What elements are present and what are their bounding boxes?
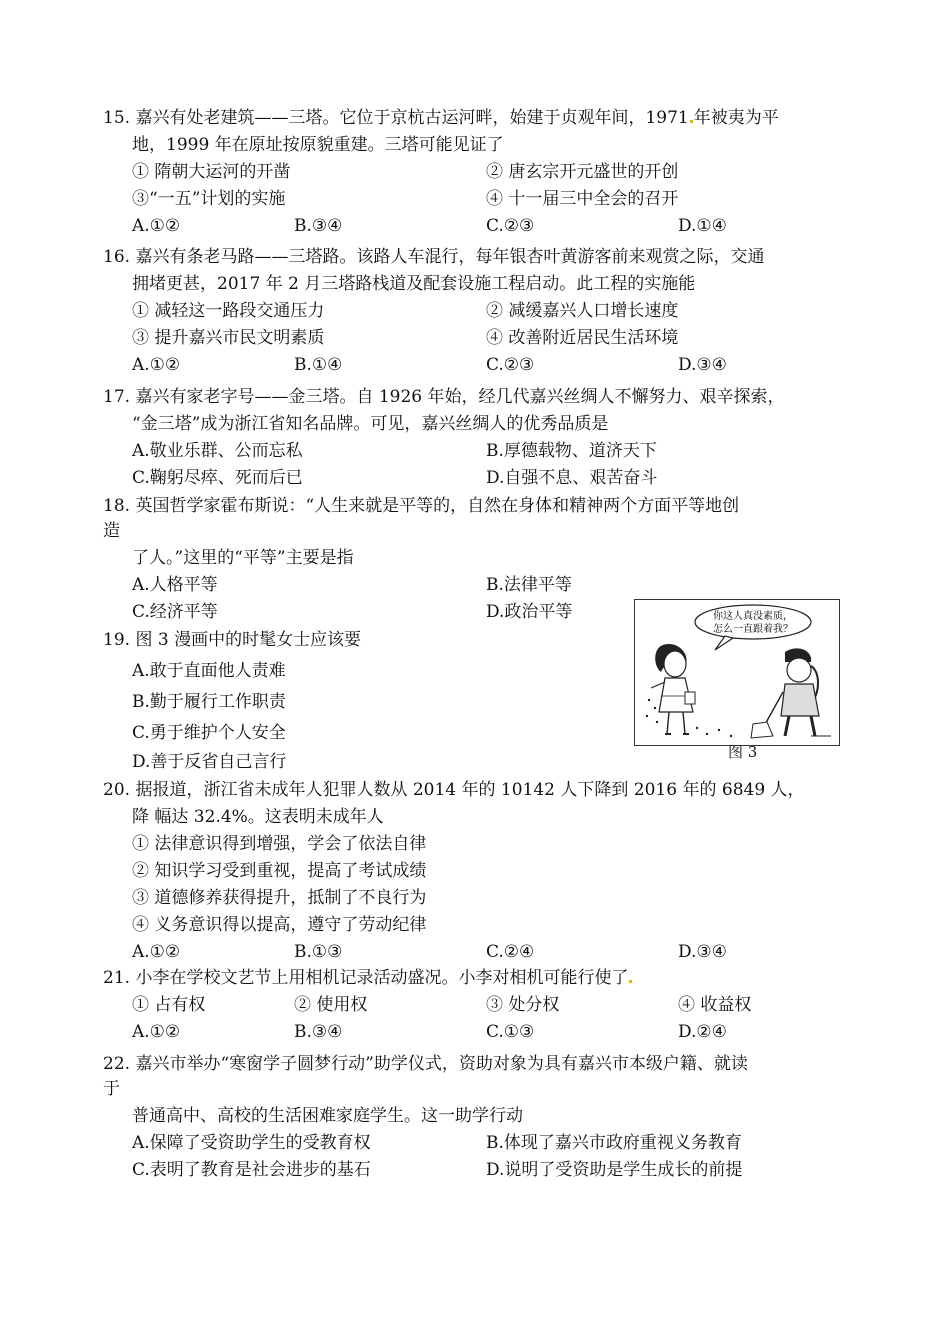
q20-answer-b: B.①③ — [294, 942, 343, 962]
q15-option-4: ④ 十一届三中全会的召开 — [486, 189, 679, 209]
q16-option-1: ① 减轻这一路段交通压力 — [132, 301, 325, 321]
q15-option-1: ① 隋朝大运河的开凿 — [132, 162, 291, 182]
q15-option-2: ② 唐玄宗开元盛世的开创 — [486, 162, 679, 182]
q22-stem-wrap: 于 — [103, 1079, 120, 1099]
q18-option-c: C.经济平等 — [132, 602, 218, 622]
q20-answer-c: C.②④ — [486, 942, 535, 962]
q16-option-2: ② 减缓嘉兴人口增长速度 — [486, 301, 679, 321]
q17-stem-line2: “金三塔”成为浙江省知名品牌。可见，嘉兴丝绸人的优秀品质是 — [132, 414, 609, 434]
q16-answer-c: C.②③ — [486, 355, 535, 375]
cartoon-figure — [634, 599, 840, 746]
q20-option-2: ② 知识学习受到重视，提高了考试成绩 — [132, 861, 427, 881]
q22-stem-line2: 普通高中、高校的生活困难家庭学生。这一助学行动 — [132, 1106, 523, 1126]
q15-answer-a: A.①② — [132, 216, 181, 236]
highlight-mark — [629, 980, 632, 983]
q21-option-4: ④ 收益权 — [678, 995, 752, 1015]
q21-option-3: ③ 处分权 — [486, 995, 560, 1015]
q22-option-b: B.体现了嘉兴市政府重视义务教育 — [486, 1133, 742, 1153]
q17-option-b: B.厚德载物、道济天下 — [486, 441, 657, 461]
q20-answer-a: A.①② — [132, 942, 181, 962]
q19-stem-line1: 19. 图 3 漫画中的时髦女士应该要 — [103, 630, 362, 650]
q19-option-d: D.善于反省自己言行 — [132, 752, 287, 772]
q22-stem-line1: 22. 嘉兴市举办“寒窗学子圆梦行动”助学仪式，资助对象为具有嘉兴市本级户籍、就读 — [103, 1054, 748, 1074]
q18-option-b: B.法律平等 — [486, 575, 572, 595]
q16-answer-b: B.①④ — [294, 355, 343, 375]
q21-answer-a: A.①② — [132, 1022, 181, 1042]
q20-stem-line1: 20. 据报道，浙江省未成年人犯罪人数从 2014 年的 10142 人下降到 2016 年的 6849 人， — [103, 780, 805, 800]
q21-answer-d: D.②④ — [678, 1022, 727, 1042]
q21-answer-b: B.③④ — [294, 1022, 343, 1042]
q17-option-d: D.自强不息、艰苦奋斗 — [486, 468, 658, 488]
q22-option-a: A.保障了受资助学生的受教育权 — [132, 1133, 371, 1153]
q15-stem-text: 15. 嘉兴有处老建筑——三塔。它位于京杭古运河畔，始建于贞观年间，1971 — [103, 108, 689, 128]
q22-option-c: C.表明了教育是社会进步的基石 — [132, 1160, 371, 1180]
q18-stem-line1: 18. 英国哲学家霍布斯说：“人生来就是平等的，自然在身体和精神两个方面平等地创 — [103, 496, 740, 516]
q17-option-a: A.敬业乐群、公而忘私 — [132, 441, 303, 461]
q18-option-a: A.人格平等 — [132, 575, 218, 595]
q18-option-d: D.政治平等 — [486, 602, 573, 622]
q15-stem-text-end: 年被夷为平 — [693, 108, 779, 128]
q20-answer-d: D.③④ — [678, 942, 727, 962]
q15-option-3: ③“一五”计划的实施 — [132, 189, 286, 209]
q17-stem-line1: 17. 嘉兴有家老字号——金三塔。自 1926 年始，经几代嘉兴丝绸人不懈努力、艰辛探索， — [103, 387, 785, 407]
q15-answer-b: B.③④ — [294, 216, 343, 236]
q18-stem-wrap: 造 — [103, 521, 120, 541]
q16-stem-line1: 16. 嘉兴有条老马路——三塔路。该路人车混行，每年银杏叶黄游客前来观赏之际，交通 — [103, 247, 765, 267]
figure-caption: 图 3 — [728, 743, 758, 761]
speech-bubble-line1: 你这人真没素质， — [713, 611, 793, 622]
q15-answer-d: D.①④ — [678, 216, 727, 236]
q20-stem-line2: 降 幅达 32.4%。这表明未成年人 — [132, 807, 384, 827]
q22-option-d: D.说明了受资助是学生成长的前提 — [486, 1160, 743, 1180]
q17-option-c: C.鞠躬尽瘁、死而后已 — [132, 468, 303, 488]
cartoon-illustration — [635, 600, 839, 745]
speech-bubble-line2: 怎么一直跟着我？ — [713, 624, 793, 635]
q20-option-3: ③ 道德修养获得提升，抵制了不良行为 — [132, 888, 427, 908]
q15-stem-line2: 地，1999 年在原址按原貌重建。三塔可能见证了 — [132, 135, 504, 155]
q16-option-3: ③ 提升嘉兴市民文明素质 — [132, 328, 325, 348]
q16-answer-d: D.③④ — [678, 355, 727, 375]
q15-answer-c: C.②③ — [486, 216, 535, 236]
q19-option-a: A.敢于直面他人责难 — [132, 661, 286, 681]
q21-option-1: ① 占有权 — [132, 995, 206, 1015]
q19-option-c: C.勇于维护个人安全 — [132, 723, 286, 743]
q21-stem-text: 21. 小李在学校文艺节上用相机记录活动盛况。小李对相机可能行使了 — [103, 968, 629, 988]
q16-option-4: ④ 改善附近居民生活环境 — [486, 328, 679, 348]
highlight-mark — [690, 120, 693, 123]
q15-stem-line1 — [103, 107, 779, 129]
q19-option-b: B.勤于履行工作职责 — [132, 692, 286, 712]
q20-option-4: ④ 义务意识得以提高，遵守了劳动纪律 — [132, 915, 427, 935]
q21-stem-line1 — [103, 967, 633, 989]
q21-answer-c: C.①③ — [486, 1022, 535, 1042]
q20-option-1: ① 法律意识得到增强，学会了依法自律 — [132, 834, 427, 854]
q21-option-2: ② 使用权 — [294, 995, 368, 1015]
q16-answer-a: A.①② — [132, 355, 181, 375]
q18-stem-line2: 了人。”这里的“平等”主要是指 — [132, 548, 354, 568]
q16-stem-line2: 拥堵更甚，2017 年 2 月三塔路栈道及配套设施工程启动。此工程的实施能 — [132, 274, 696, 294]
